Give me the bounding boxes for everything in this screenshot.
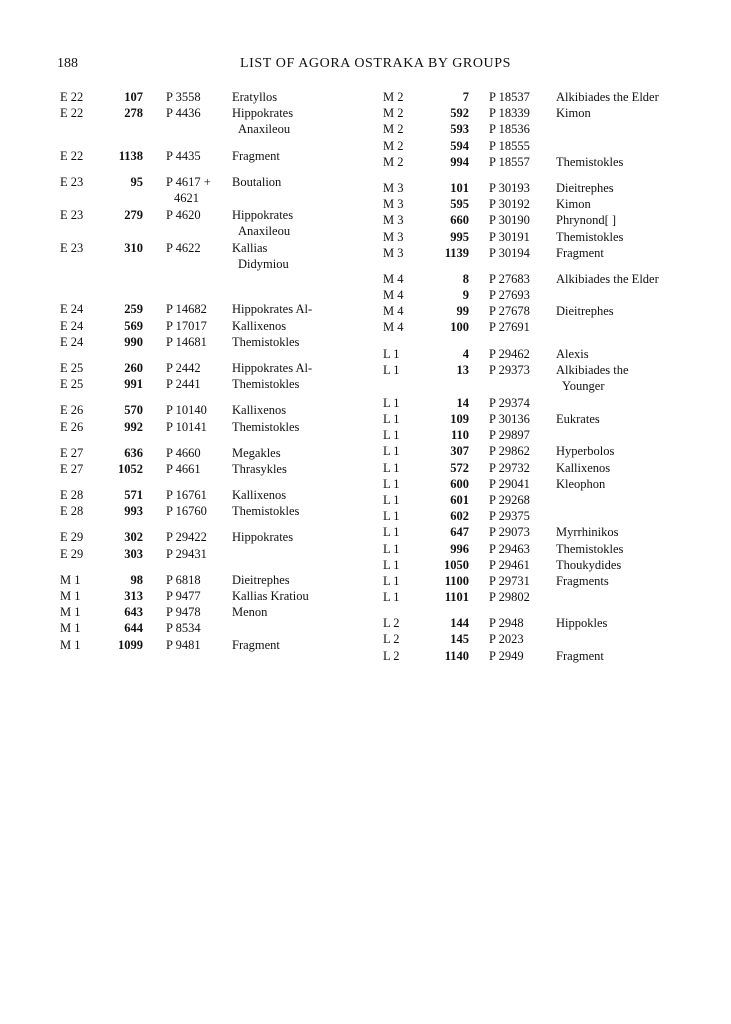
- ostrakon-number: 100: [450, 320, 469, 335]
- ostrakon-name: Kallixenos: [556, 460, 611, 475]
- ostrakon-number: 644: [124, 621, 143, 636]
- inventory-number: P 29731: [489, 573, 530, 588]
- inventory-number: P 29862: [489, 444, 530, 459]
- list-item: [383, 411, 723, 427]
- inventory-number: P 18557: [489, 154, 530, 169]
- inventory-number: P 29375: [489, 509, 530, 524]
- ostrakon-name-continued: Anaxileou: [238, 122, 291, 137]
- inventory-number: P 29268: [489, 492, 530, 507]
- group-label: L 2: [383, 632, 400, 647]
- ostrakon-name: Dieitrephes: [232, 572, 290, 587]
- inventory-number: P 4435: [166, 149, 201, 164]
- inventory-number: P 17017: [166, 318, 207, 333]
- list-item: [60, 174, 400, 207]
- inventory-number: P 2948: [489, 616, 524, 631]
- ostrakon-name: Alkibiades the Elder: [556, 271, 659, 286]
- list-item: [60, 334, 400, 350]
- ostrakon-number: 8: [462, 271, 469, 286]
- ostrakon-number: 144: [450, 616, 469, 631]
- list-item: [60, 419, 400, 435]
- ostrakon-number: 145: [450, 632, 469, 647]
- group-label: E 28: [60, 504, 84, 519]
- inventory-number: P 30193: [489, 180, 530, 195]
- list-item: [60, 637, 400, 653]
- list-item: [383, 303, 723, 319]
- list-item: [60, 546, 400, 562]
- group-label: L 2: [383, 616, 400, 631]
- group-label: M 2: [383, 138, 404, 153]
- group-label: M 3: [383, 229, 404, 244]
- group-label: M 1: [60, 637, 81, 652]
- list-item: [60, 445, 400, 461]
- list-item: [383, 245, 723, 261]
- inventory-number: P 29461: [489, 557, 530, 572]
- inventory-number: P 18339: [489, 106, 530, 121]
- ostrakon-name: Thoukydides: [556, 557, 622, 572]
- ostrakon-name: Eukrates: [556, 412, 600, 426]
- list-item: [383, 319, 723, 335]
- ostrakon-name: Hyperbolos: [556, 444, 615, 459]
- ostrakon-number: 572: [450, 460, 469, 475]
- ostrakon-name: Alexis: [556, 346, 589, 361]
- ostrakon-number: 1099: [118, 637, 143, 652]
- group-label: L 1: [383, 395, 400, 410]
- inventory-number: P 2023: [489, 632, 524, 647]
- group-label: E 26: [60, 403, 84, 418]
- ostrakon-number: 95: [130, 175, 143, 190]
- ostrakon-number: 592: [450, 106, 469, 121]
- list-item: [383, 180, 723, 196]
- list-column-left: [60, 89, 400, 653]
- ostrakon-name: Kleophon: [556, 476, 606, 491]
- ostrakon-number: 1052: [118, 461, 143, 476]
- group-label: M 2: [383, 154, 404, 169]
- group-label: L 1: [383, 460, 400, 475]
- inventory-number: P 29732: [489, 460, 530, 475]
- list-item: [60, 588, 400, 604]
- group-label: M 3: [383, 180, 404, 195]
- ostrakon-name: Kallias Kratiou: [232, 589, 309, 603]
- ostrakon-number: 278: [124, 106, 143, 121]
- ostrakon-name: Kallixenos: [232, 488, 287, 503]
- ostrakon-number: 994: [450, 154, 469, 169]
- list-item: [60, 503, 400, 519]
- ostrakon-number: 303: [124, 546, 143, 561]
- group-label: E 28: [60, 488, 84, 503]
- ostrakon-name: Dieitrephes: [556, 180, 614, 195]
- inventory-number: P 2949: [489, 648, 524, 663]
- list-item: [60, 529, 400, 545]
- list-item: [60, 604, 400, 620]
- ostrakon-number: 101: [450, 180, 469, 195]
- inventory-number: P 8534: [166, 621, 201, 636]
- inventory-number: P 14681: [166, 334, 207, 349]
- list-item: [383, 648, 723, 664]
- group-label: L 1: [383, 444, 400, 459]
- ostrakon-name: Themistokles: [232, 377, 300, 392]
- ostrakon-name: Hippokrates: [232, 106, 294, 121]
- list-item: [383, 427, 723, 443]
- inventory-number: P 18555: [489, 138, 530, 153]
- group-label: M 4: [383, 304, 404, 319]
- ostrakon-number: 313: [124, 589, 143, 603]
- ostrakon-number: 602: [450, 509, 469, 524]
- ostrakon-name: Kimon: [556, 197, 591, 212]
- ostrakon-number: 259: [124, 302, 143, 317]
- inventory-number: P 4617 +: [166, 175, 211, 190]
- group-label: E 24: [60, 334, 84, 349]
- ostrakon-number: 643: [124, 605, 143, 620]
- list-item: [383, 229, 723, 245]
- ostrakon-name-continued: Younger: [562, 378, 605, 393]
- ostrakon-name: Hippokrates: [232, 530, 294, 545]
- inventory-number: P 9481: [166, 637, 201, 652]
- ostrakon-number: 110: [450, 428, 469, 443]
- group-label: E 23: [60, 208, 84, 223]
- inventory-number: P 30136: [489, 412, 530, 426]
- group-label: E 24: [60, 318, 84, 333]
- ostrakon-name: Alkibiades the Elder: [556, 90, 659, 104]
- ostrakon-name: Hippokrates Al-: [232, 360, 313, 375]
- ostrakon-number: 996: [450, 541, 469, 556]
- ostrakon-name: Fragment: [232, 149, 280, 164]
- list-item: [60, 318, 400, 334]
- group-label: E 29: [60, 546, 84, 561]
- ostrakon-number: 1101: [444, 590, 469, 605]
- list-item: [60, 301, 400, 317]
- inventory-number: P 30194: [489, 245, 530, 260]
- inventory-number: P 30192: [489, 197, 530, 212]
- group-label: M 3: [383, 197, 404, 212]
- inventory-number: P 14682: [166, 302, 207, 317]
- ostrakon-name: Boutalion: [232, 175, 282, 190]
- group-label: M 1: [60, 572, 81, 587]
- inventory-number: P 29431: [166, 546, 207, 561]
- ostrakon-number: 107: [124, 90, 143, 104]
- inventory-number: P 3558: [166, 90, 201, 104]
- ostrakon-number: 1138: [118, 149, 143, 164]
- group-label: E 23: [60, 241, 84, 256]
- list-item: [60, 572, 400, 588]
- ostrakon-name: Hippokles: [556, 616, 608, 631]
- list-item: [383, 271, 723, 287]
- list-item: [383, 476, 723, 492]
- inventory-number: P 18537: [489, 90, 530, 104]
- ostrakon-name: Fragment: [232, 637, 280, 652]
- group-label: L 1: [383, 509, 400, 524]
- ostrakon-name: Menon: [232, 605, 268, 620]
- group-label: E 29: [60, 530, 84, 545]
- inventory-number: P 27678: [489, 304, 530, 319]
- ostrakon-name: Themistokles: [232, 504, 300, 519]
- ostrakon-number: 4: [462, 346, 469, 361]
- ostrakon-number: 569: [124, 318, 143, 333]
- inventory-number: P 29462: [489, 346, 530, 361]
- group-label: L 2: [383, 648, 400, 663]
- group-label: E 25: [60, 360, 84, 375]
- inventory-number: P 4622: [166, 241, 201, 256]
- inventory-number: P 18536: [489, 122, 530, 137]
- inventory-number: P 29373: [489, 362, 530, 377]
- inventory-number: P 4620: [166, 208, 201, 223]
- list-item: [383, 508, 723, 524]
- list-item: [383, 105, 723, 121]
- ostrakon-name: Kallias: [232, 241, 268, 256]
- inventory-number: P 29073: [489, 525, 530, 540]
- list-item: [383, 524, 723, 540]
- ostrakon-name: Themistokles: [232, 334, 300, 349]
- list-item: [383, 557, 723, 573]
- list-column-right: [383, 89, 723, 664]
- group-label: E 22: [60, 90, 84, 104]
- list-item: [383, 443, 723, 459]
- group-label: M 1: [60, 621, 81, 636]
- ostrakon-number: 109: [450, 412, 469, 426]
- inventory-number: P 29897: [489, 428, 530, 443]
- list-item: [383, 287, 723, 303]
- ostrakon-name: Myrrhinikos: [556, 525, 619, 540]
- inventory-number: P 29422: [166, 530, 207, 545]
- ostrakon-name: Themistokles: [556, 229, 624, 244]
- inventory-number: P 16761: [166, 488, 207, 503]
- ostrakon-name: Hippokrates Al-: [232, 302, 313, 317]
- ostrakon-number: 570: [124, 403, 143, 418]
- ostrakon-number: 1100: [444, 573, 469, 588]
- list-item: [383, 631, 723, 647]
- group-label: M 1: [60, 605, 81, 620]
- ostrakon-number: 990: [124, 334, 143, 349]
- inventory-number: P 27693: [489, 288, 530, 303]
- ostrakon-number: 571: [124, 488, 143, 503]
- ostrakon-number: 593: [450, 122, 469, 137]
- list-item: [60, 89, 400, 105]
- group-label: E 25: [60, 377, 84, 392]
- group-label: M 3: [383, 245, 404, 260]
- ostrakon-number: 260: [124, 360, 143, 375]
- group-label: E 27: [60, 445, 84, 460]
- group-label: M 4: [383, 288, 404, 303]
- ostrakon-name-continued: Didymiou: [238, 257, 289, 272]
- inventory-number: P 4661: [166, 461, 201, 476]
- group-label: E 24: [60, 302, 84, 317]
- ostrakon-number: 98: [130, 572, 143, 587]
- ostrakon-number: 310: [124, 241, 143, 256]
- ostrakon-name: Alkibiades the: [556, 362, 629, 377]
- inventory-number: P 2441: [166, 377, 201, 392]
- ostrakon-name: Themistokles: [232, 419, 300, 434]
- inventory-number: P 29802: [489, 590, 530, 605]
- list-item: [383, 346, 723, 362]
- ostrakon-number: 647: [450, 525, 469, 540]
- page-number: 188: [57, 56, 78, 71]
- ostrakon-number: 1050: [444, 557, 469, 572]
- ostrakon-number: 302: [124, 530, 143, 545]
- list-item: [60, 240, 400, 273]
- list-item: [383, 362, 723, 395]
- list-item: [60, 105, 400, 138]
- ostrakon-number: 594: [450, 138, 469, 153]
- inventory-number: P 10141: [166, 419, 207, 434]
- inventory-number: P 27683: [489, 271, 530, 286]
- list-item: [383, 121, 723, 137]
- group-label: L 1: [383, 573, 400, 588]
- inventory-number: P 27691: [489, 320, 530, 335]
- list-item: [60, 620, 400, 636]
- group-label: E 22: [60, 149, 84, 164]
- ostrakon-number: 1140: [444, 648, 469, 663]
- group-label: E 22: [60, 106, 84, 121]
- ostrakon-name: Dieitrephes: [556, 304, 614, 319]
- group-label: M 4: [383, 271, 404, 286]
- inventory-number: P 16760: [166, 504, 207, 519]
- ostrakon-number: 995: [450, 229, 469, 244]
- ostrakon-number: 307: [450, 444, 469, 459]
- ostrakon-number: 99: [456, 304, 469, 319]
- ostrakon-number: 660: [450, 213, 469, 228]
- inventory-number: P 29463: [489, 541, 530, 556]
- ostrakon-number: 600: [450, 476, 469, 491]
- inventory-number-continued: 4621: [174, 191, 199, 206]
- group-label: L 1: [383, 590, 400, 605]
- ostrakon-number: 7: [462, 90, 469, 104]
- inventory-number: P 4436: [166, 106, 201, 121]
- ostrakon-name: Eratyllos: [232, 90, 278, 104]
- ostrakon-number: 601: [450, 492, 469, 507]
- ostrakon-name: Themistokles: [556, 541, 624, 556]
- list-item: [383, 589, 723, 605]
- group-label: E 26: [60, 419, 84, 434]
- group-label: L 1: [383, 492, 400, 507]
- inventory-number: P 9478: [166, 605, 201, 620]
- ostrakon-number: 595: [450, 197, 469, 212]
- ostrakon-name: Fragment: [556, 245, 604, 260]
- inventory-number: P 4660: [166, 445, 201, 460]
- ostrakon-name: Hippokrates: [232, 208, 294, 223]
- page-title: LIST OF AGORA OSTRAKA BY GROUPS: [240, 56, 512, 71]
- ostrakon-name: Thrasykles: [232, 461, 287, 476]
- group-label: M 2: [383, 90, 404, 104]
- group-label: L 1: [383, 541, 400, 556]
- group-label: L 1: [383, 525, 400, 540]
- group-label: M 2: [383, 106, 404, 121]
- group-label: L 1: [383, 412, 400, 426]
- ostrakon-number: 9: [462, 288, 469, 303]
- list-item: [383, 395, 723, 411]
- list-item: [60, 148, 400, 164]
- group-label: M 3: [383, 213, 404, 228]
- ostrakon-name: Kimon: [556, 106, 591, 121]
- group-label: M 4: [383, 320, 404, 335]
- list-item: [383, 541, 723, 557]
- group-label: E 27: [60, 461, 84, 476]
- ostrakon-number: 14: [456, 395, 469, 410]
- inventory-number: P 10140: [166, 403, 207, 418]
- list-item: [60, 207, 400, 240]
- group-label: L 1: [383, 476, 400, 491]
- list-item: [383, 492, 723, 508]
- ostrakon-number: 992: [124, 419, 143, 434]
- ostrakon-number: 991: [124, 377, 143, 392]
- list-item: [383, 154, 723, 170]
- inventory-number: P 6818: [166, 572, 201, 587]
- inventory-number: P 30190: [489, 213, 530, 228]
- group-label: L 1: [383, 362, 400, 377]
- list-item: [383, 615, 723, 631]
- ostrakon-number: 636: [124, 445, 143, 460]
- list-item: [60, 376, 400, 392]
- list-item: [60, 461, 400, 477]
- ostrakon-name-continued: Anaxileou: [238, 224, 291, 239]
- list-item: [383, 196, 723, 212]
- inventory-number: P 2442: [166, 360, 201, 375]
- ostrakon-name: Megakles: [232, 445, 281, 460]
- group-label: L 1: [383, 557, 400, 572]
- inventory-number: P 30191: [489, 229, 530, 244]
- list-item: [60, 487, 400, 503]
- ostrakon-number: 13: [456, 362, 469, 377]
- list-item: [383, 460, 723, 476]
- ostrakon-name: Kallixenos: [232, 403, 287, 418]
- list-item: [60, 402, 400, 418]
- list-item: [383, 212, 723, 228]
- inventory-number: P 29041: [489, 476, 530, 491]
- group-label: M 1: [60, 589, 81, 603]
- list-item: [60, 360, 400, 376]
- ostrakon-number: 993: [124, 504, 143, 519]
- list-item: [383, 573, 723, 589]
- inventory-number: P 29374: [489, 395, 530, 410]
- ostrakon-name: Kallixenos: [232, 318, 287, 333]
- ostrakon-name: Fragments: [556, 573, 609, 588]
- group-label: M 2: [383, 122, 404, 137]
- group-label: L 1: [383, 428, 400, 443]
- inventory-number: P 9477: [166, 589, 201, 603]
- group-label: L 1: [383, 346, 400, 361]
- ostrakon-number: 1139: [444, 245, 469, 260]
- ostrakon-name: Themistokles: [556, 154, 624, 169]
- ostrakon-name: Phrynond[ ]: [556, 213, 617, 228]
- ostrakon-number: 279: [124, 208, 143, 223]
- ostrakon-name: Fragment: [556, 648, 604, 663]
- list-item: [383, 89, 723, 105]
- group-label: E 23: [60, 175, 84, 190]
- list-item: [383, 138, 723, 154]
